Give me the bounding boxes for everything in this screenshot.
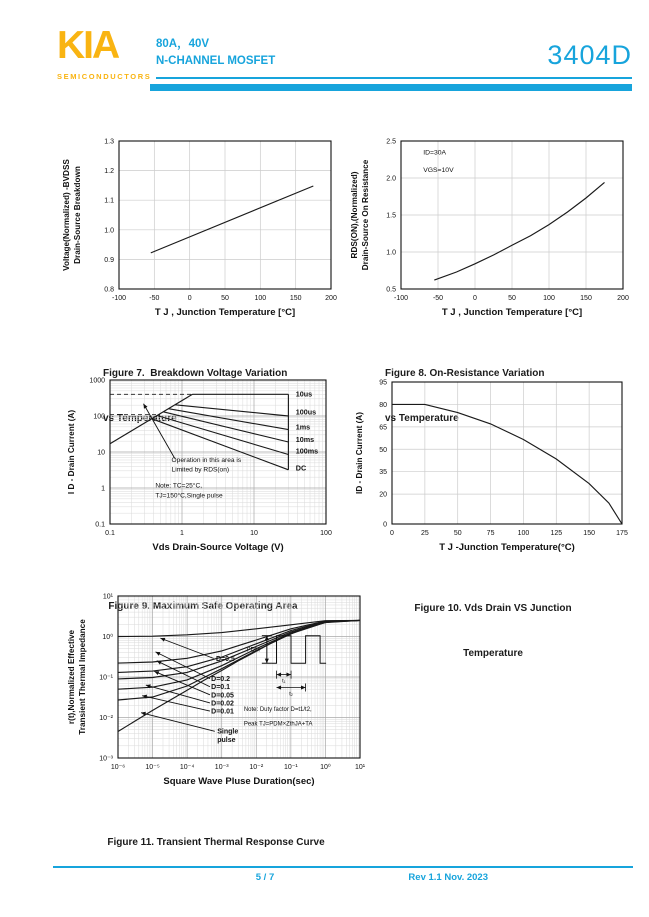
figure-10-caption-line1: Figure 10. Vds Drain VS Junction <box>414 603 572 614</box>
svg-text:D=0.1: D=0.1 <box>211 684 231 692</box>
figure-11-caption-line1: Figure 11. Transient Thermal Response Curve <box>107 837 325 848</box>
device-rating: 80A，40V <box>156 38 210 50</box>
on-resistance-chart <box>345 131 637 333</box>
figure-10-caption-line2: Temperature <box>463 648 523 659</box>
svg-text:DC: DC <box>295 463 307 473</box>
svg-text:10⁰: 10⁰ <box>320 764 331 771</box>
header-rule-thick <box>150 84 632 91</box>
footer-rule <box>53 866 633 868</box>
svg-text:200: 200 <box>325 295 337 302</box>
svg-text:Note: Duty factor D=t1/t2,: Note: Duty factor D=t1/t2, <box>243 707 312 714</box>
svg-text:20: 20 <box>379 491 387 499</box>
svg-text:Drain-Source On Resistance: Drain-Source On Resistance <box>361 159 370 271</box>
svg-text:0.1: 0.1 <box>105 530 115 537</box>
svg-text:10⁻⁵: 10⁻⁵ <box>145 764 160 771</box>
svg-text:1000: 1000 <box>89 377 105 385</box>
figure-10-caption <box>348 571 638 691</box>
svg-text:35: 35 <box>379 469 387 477</box>
svg-text:10¹: 10¹ <box>102 593 113 601</box>
svg-text:TJ=150°C,Single pulse: TJ=150°C,Single pulse <box>155 492 223 500</box>
svg-text:100: 100 <box>517 530 530 537</box>
part-number: 3404D <box>547 40 632 70</box>
svg-text:50: 50 <box>221 295 229 302</box>
svg-text:95: 95 <box>379 379 387 387</box>
svg-text:Vds Drain-Source Voltage (V): Vds Drain-Source Voltage (V) <box>152 542 284 553</box>
svg-text:1: 1 <box>101 485 105 493</box>
svg-text:1.1: 1.1 <box>104 197 114 205</box>
svg-text:Note: TC=25°C,: Note: TC=25°C, <box>155 482 203 490</box>
brand-logo-block <box>57 26 151 81</box>
figure-7-caption-line1: Figure 7. Breakdown Voltage Variation <box>103 368 288 379</box>
figure-8-caption-line1: Figure 8. On-Resistance Variation <box>385 368 545 379</box>
svg-text:r(t),Normalized Effective: r(t),Normalized Effective <box>67 629 76 725</box>
svg-text:-50: -50 <box>149 295 160 302</box>
svg-text:0.5: 0.5 <box>386 286 396 294</box>
svg-text:10⁻⁴: 10⁻⁴ <box>179 764 195 771</box>
svg-text:50: 50 <box>379 446 387 454</box>
svg-text:100us: 100us <box>295 407 317 417</box>
svg-text:100: 100 <box>93 413 105 421</box>
svg-text:100: 100 <box>543 295 555 302</box>
svg-text:0: 0 <box>473 295 477 302</box>
transient-thermal-response-chart <box>60 586 372 802</box>
figure-10 <box>348 370 638 691</box>
svg-text:10ms: 10ms <box>295 434 315 444</box>
svg-text:10⁻³: 10⁻³ <box>99 755 113 763</box>
breakdown-voltage-chart <box>55 131 347 333</box>
svg-text:150: 150 <box>580 295 592 302</box>
svg-text:175: 175 <box>616 530 628 537</box>
svg-text:10⁻¹: 10⁻¹ <box>99 674 113 682</box>
svg-text:ID - Drain Current (A): ID - Drain Current (A) <box>355 412 364 494</box>
svg-text:t₂: t₂ <box>289 691 293 698</box>
figure-7-caption-line2: vs Temperature <box>103 413 177 424</box>
svg-text:10: 10 <box>250 530 258 537</box>
svg-text:T J , Junction Temperature [°C: T J , Junction Temperature [°C] <box>154 307 296 318</box>
svg-text:Transient Thermal Impedance: Transient Thermal Impedance <box>78 619 87 735</box>
svg-text:10⁻²: 10⁻² <box>99 715 113 722</box>
device-type: N-CHANNEL MOSFET <box>156 55 276 68</box>
svg-text:Operation in this area is: Operation in this area is <box>171 457 242 465</box>
svg-text:1.2: 1.2 <box>104 168 114 176</box>
svg-text:80: 80 <box>379 401 387 409</box>
svg-text:T J -Junction Temperature(°C): T J -Junction Temperature(°C) <box>439 542 575 553</box>
svg-text:Limited by RDS(on): Limited by RDS(on) <box>171 466 230 474</box>
svg-text:Peak TJ=PDM×ZthJA+TA: Peak TJ=PDM×ZthJA+TA <box>243 721 313 728</box>
svg-text:-100: -100 <box>393 295 409 302</box>
svg-text:0: 0 <box>383 521 387 529</box>
svg-text:0: 0 <box>187 295 192 302</box>
svg-text:25: 25 <box>420 530 429 537</box>
svg-text:100: 100 <box>254 295 267 302</box>
figure-8-caption-line2: vs Temperature <box>385 413 459 424</box>
figure-9-caption-line1: Figure 9. Maximum Safe Operating Area <box>108 601 298 612</box>
svg-text:VGS=10V: VGS=10V <box>423 167 454 175</box>
svg-text:pulse: pulse <box>217 736 236 744</box>
header-rule-thin <box>156 77 632 79</box>
svg-text:125: 125 <box>550 530 563 537</box>
svg-text:50: 50 <box>508 295 516 302</box>
svg-text:PDM: PDM <box>246 647 260 654</box>
svg-text:t₁: t₁ <box>282 678 286 685</box>
svg-text:RDS(ON),(Normalized): RDS(ON),(Normalized) <box>350 171 359 259</box>
svg-text:-100: -100 <box>111 295 127 302</box>
device-spec-block <box>156 36 275 71</box>
svg-text:Drain-Source Breakdown: Drain-Source Breakdown <box>73 166 82 264</box>
svg-text:D=0.2: D=0.2 <box>211 676 231 684</box>
svg-text:65: 65 <box>379 424 387 432</box>
svg-text:10: 10 <box>97 449 105 457</box>
svg-text:D=0.5: D=0.5 <box>216 655 235 663</box>
svg-text:Voltage(Normalized) -BVDSS: Voltage(Normalized) -BVDSS <box>62 159 71 271</box>
svg-text:200: 200 <box>617 295 629 302</box>
svg-text:T J , Junction Temperature [°C: T J , Junction Temperature [°C] <box>441 307 583 318</box>
svg-text:I D - Drain Current (A): I D - Drain Current (A) <box>67 409 76 495</box>
svg-text:10⁻¹: 10⁻¹ <box>283 764 298 771</box>
svg-text:2.0: 2.0 <box>386 175 396 183</box>
svg-text:1.5: 1.5 <box>386 212 396 220</box>
svg-text:ID=30A: ID=30A <box>423 149 447 157</box>
svg-text:10⁻³: 10⁻³ <box>214 764 229 771</box>
svg-text:100ms: 100ms <box>295 446 319 456</box>
kia-logo: KIA <box>57 24 119 67</box>
svg-text:75: 75 <box>486 530 495 537</box>
svg-text:-50: -50 <box>432 295 444 302</box>
svg-text:Square Wave Pluse Duration(sec: Square Wave Pluse Duration(sec) <box>163 776 315 787</box>
revision-label: Rev 1.1 Nov. 2023 <box>408 872 488 883</box>
svg-text:10¹: 10¹ <box>354 764 366 771</box>
svg-text:1.3: 1.3 <box>104 138 114 146</box>
svg-text:Single: Single <box>217 728 239 736</box>
svg-text:1ms: 1ms <box>295 422 311 432</box>
svg-text:10⁻⁶: 10⁻⁶ <box>110 764 126 771</box>
svg-text:0.8: 0.8 <box>104 286 114 294</box>
svg-text:D=0.01: D=0.01 <box>211 708 234 716</box>
svg-text:D=0.02: D=0.02 <box>211 700 234 708</box>
svg-text:10⁰: 10⁰ <box>102 634 113 641</box>
drain-current-derating-chart <box>348 370 638 568</box>
svg-text:D=0.05: D=0.05 <box>211 692 234 700</box>
svg-text:50: 50 <box>453 530 462 537</box>
kia-logo-subtext: SEMICONDUCTORS <box>57 72 152 81</box>
svg-text:0.9: 0.9 <box>104 256 114 264</box>
page-indicator: 5 / 7 <box>255 872 275 883</box>
svg-text:1.0: 1.0 <box>104 227 114 235</box>
safe-operating-area-chart <box>58 370 348 566</box>
svg-text:10us: 10us <box>295 389 313 399</box>
figure-11-caption <box>60 805 372 880</box>
svg-text:10⁻²: 10⁻² <box>249 764 264 771</box>
svg-text:1: 1 <box>180 530 184 537</box>
svg-text:2.5: 2.5 <box>386 138 396 146</box>
figure-11 <box>60 586 372 880</box>
svg-text:150: 150 <box>583 530 595 537</box>
svg-text:1.0: 1.0 <box>386 249 396 257</box>
svg-text:100: 100 <box>320 530 332 537</box>
svg-text:0: 0 <box>390 530 394 537</box>
svg-text:0.1: 0.1 <box>95 521 105 529</box>
svg-text:150: 150 <box>289 295 302 302</box>
